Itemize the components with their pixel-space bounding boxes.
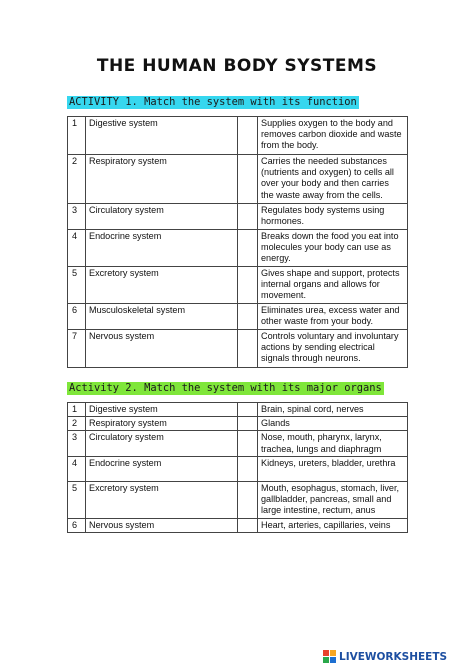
function-text: Supplies oxygen to the body and removes carbon dioxide and waste from the body.: [258, 117, 408, 155]
function-text: Controls voluntary and involuntary actions by sending electrical signals through neurons.: [258, 330, 408, 368]
row-number: 5: [68, 267, 86, 304]
row-number: 4: [68, 230, 86, 267]
activity-2-table: [67, 402, 408, 533]
answer-box[interactable]: [238, 204, 258, 230]
system-name: Endocrine system: [86, 230, 238, 267]
system-name: Respiratory system: [86, 155, 238, 204]
table-row: [68, 204, 408, 230]
answer-box[interactable]: [238, 417, 258, 431]
page-title: THE HUMAN BODY SYSTEMS: [96, 56, 378, 76]
row-number: 1: [68, 117, 86, 155]
table-row: [68, 518, 408, 532]
row-number: 7: [68, 330, 86, 368]
function-text: Breaks down the food you eat into molecules your body can use as energy.: [258, 230, 408, 267]
organs-text: Glands: [258, 417, 408, 431]
row-number: 6: [68, 304, 86, 330]
answer-box[interactable]: [238, 304, 258, 330]
activity-1-table: [67, 116, 408, 368]
function-text: Gives shape and support, protects internal organs and allows for movement.: [258, 267, 408, 304]
table-row: [68, 267, 408, 304]
liveworksheets-logo-icon: [323, 650, 336, 663]
row-number: 2: [68, 155, 86, 204]
row-number: 3: [68, 431, 86, 456]
row-number: 3: [68, 204, 86, 230]
table-row: [68, 456, 408, 481]
answer-box[interactable]: [238, 456, 258, 481]
answer-box[interactable]: [238, 117, 258, 155]
row-number: 2: [68, 417, 86, 431]
liveworksheets-logo: [323, 650, 447, 663]
table-row: [68, 230, 408, 267]
system-name: Excretory system: [86, 481, 238, 518]
table-row: [68, 117, 408, 155]
answer-box[interactable]: [238, 230, 258, 267]
table-row: [68, 403, 408, 417]
table-row: [68, 330, 408, 368]
activity-2-heading: Activity 2. Match the system with its major organs: [69, 382, 382, 394]
function-text: Regulates body systems using hormones.: [258, 204, 408, 230]
function-text: Eliminates urea, excess water and other waste from your body.: [258, 304, 408, 330]
organs-text: Brain, spinal cord, nerves: [258, 403, 408, 417]
organs-text: Kidneys, ureters, bladder, urethra: [258, 456, 408, 481]
system-name: Respiratory system: [86, 417, 238, 431]
row-number: 5: [68, 481, 86, 518]
row-number: 4: [68, 456, 86, 481]
answer-box[interactable]: [238, 403, 258, 417]
system-name: Excretory system: [86, 267, 238, 304]
table-row: [68, 431, 408, 456]
answer-box[interactable]: [238, 155, 258, 204]
system-name: Endocrine system: [86, 456, 238, 481]
system-name: Digestive system: [86, 403, 238, 417]
system-name: Circulatory system: [86, 431, 238, 456]
system-name: Nervous system: [86, 518, 238, 532]
organs-text: Mouth, esophagus, stomach, liver, gallbladder, pancreas, small and large intestine, rectum, anus: [258, 481, 408, 518]
system-name: Digestive system: [86, 117, 238, 155]
organs-text: Nose, mouth, pharynx, larynx, trachea, lungs and diaphragm: [258, 431, 408, 456]
function-text: Carries the needed substances (nutrients and oxygen) to cells all over your body and then carries the waste away from the cells.: [258, 155, 408, 204]
table-row: [68, 155, 408, 204]
answer-box[interactable]: [238, 431, 258, 456]
answer-box[interactable]: [238, 267, 258, 304]
table-row: [68, 304, 408, 330]
table-row: [68, 481, 408, 518]
system-name: Musculoskeletal system: [86, 304, 238, 330]
system-name: Circulatory system: [86, 204, 238, 230]
row-number: 1: [68, 403, 86, 417]
system-name: Nervous system: [86, 330, 238, 368]
activity-1-heading: ACTIVITY 1. Match the system with its function: [69, 96, 357, 108]
answer-box[interactable]: [238, 481, 258, 518]
answer-box[interactable]: [238, 518, 258, 532]
row-number: 6: [68, 518, 86, 532]
table-row: [68, 417, 408, 431]
answer-box[interactable]: [238, 330, 258, 368]
liveworksheets-logo-text: LIVEWORKSHEETS: [339, 650, 448, 663]
organs-text: Heart, arteries, capillaries, veins: [258, 518, 408, 532]
